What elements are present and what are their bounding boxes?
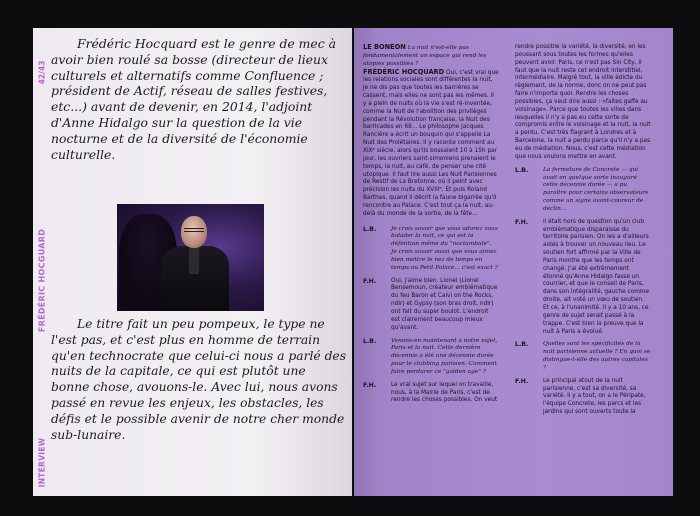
qa-item	[515, 341, 651, 372]
lead-question-text: La nuit n'est-elle pas fondamentalement un espace qui rend les utopies possibles ?	[363, 45, 487, 67]
lead-question-name: LE BONEON	[363, 43, 406, 51]
qa-item	[515, 378, 651, 417]
speaker-initials: F.H.	[363, 381, 377, 389]
speaker-initials: L.B.	[363, 225, 377, 233]
continued-answer: rendre possible la variété, la diversité, en les poussant sous toutes les formes qu'elles peuvent avoir. Paris, ce n'est pas Sin City, il faut que la nuit reste cet endroit interstitiel, intermédiaire. Malgré tout, la ville édicte du règlement, de la norme, donc on ne peut pas faire n'importe quoi. Rendre les choses possibles, ça veut dire aussi : «faites gaffe au voisinage». Parce que toutes les villes dans lesquelles il n'y a pas eu cette sorte de compromis entre le voisinage et la nuit, la nuit a perdu. C'est très flagrant à Londres et à Barcelone, la nuit a perdu parce qu'il n'y a pas eu de médiation. Nous, c'est cette médiation que nous voulons mettre en avant.	[515, 44, 651, 160]
qa-item	[363, 278, 499, 333]
answer-text: Il était hors de question qu'un club emblématique disparaisse du territoire parisien. On les a d'ailleurs aidés à trouver un nouveau lieu. Le soutien fort affirmé par la Ville de Paris montre que les temps ont changé. J'ai été extrêmement étonné qu'Anne Hidalgo fasse un courrier, et que le conseil de Paris, dans son intégralité, gauche comme droite, ait voté un vœu de soutien. Et ce, à l'unanimité. Il y a 10 ans, ce genre de sujet serait passé à la trappe. C'est bien la preuve que la nuit à Paris a évolué.	[543, 218, 650, 335]
byline-name: FRÉDÉRIC HOCGUARD	[37, 228, 47, 333]
qa-item	[515, 219, 651, 337]
answer-text: Le vrai sujet sur lequel on travaille, nous, à la Mairie de Paris, c'est de rendre les choses possibles. On veut	[391, 381, 498, 404]
column-b	[515, 44, 651, 422]
qa-item	[363, 382, 499, 406]
photo-head	[181, 216, 207, 248]
lead-exchange	[363, 44, 499, 219]
answer-text: Oui, j'aime bien. Lionel (Lionel Bensemoun, créateur emblématique du feu Baron et Calvi on the Rocks, ndlr) et Gypsy (son bras droit, ndlr) ont fait du super boulot. L'endroit est clairement beaucoup mieux qu'avant.	[391, 277, 498, 331]
question-text: Je crois savoir que vous adorez vous balader la nuit, ce qui est la définition même du "noctambule". Je crois savoir aussi que vous aimez bien mettre le nez de temps en temps au Petit Palace... c'est exact ?	[391, 225, 498, 271]
question-text: Quelles sont les spécificités de la nuit parisienne actuelle ? En quoi se distingue-t-elle des autres capitales ?	[543, 341, 651, 371]
intro-paragraph: Frédéric Hocquard est le genre de mec à avoir bien roulé sa bosse (directeur de lieux culturels et alternatifs comme Confluence ; président de Actif, réseau de salles festives, etc...) avant de devenir, en 2014, l'adjoint d'Anne Hidalgo sur la question de la vie nocturne et de la diversité de l'économie culturelle.	[51, 36, 337, 162]
speaker-initials: F.H.	[515, 218, 529, 226]
right-page	[354, 28, 673, 496]
qa-item	[363, 338, 499, 377]
page-numbers: 42/43	[37, 60, 47, 85]
outro-paragraph: Le titre fait un peu pompeux, le type ne l'est pas, et c'est plus en homme de terrain qu'en technocrate que celui-ci nous a parlé des nuits de la capitale, ce qui est plutôt une bonne chose, avouons-le. Avec lui, nous avons passé en revue les enjeux, les obstacles, les défis et le possible avenir de notre cher monde sub-lunaire.	[51, 317, 347, 442]
qa-item	[515, 167, 651, 214]
side-strip	[33, 28, 51, 496]
column-a	[363, 44, 499, 410]
speaker-initials: L.B.	[515, 341, 529, 349]
question-text: Venons-en maintenant à notre sujet, Paris et la nuit. Cette dernière décennie a été une décennie dorée pour le clubbing parisien. Comment faire perdurer ce "golden age" ?	[391, 337, 498, 375]
section-label: INTERVIEW	[37, 437, 47, 488]
lead-answer-text: Oui, c'est vrai que les relations sociales sont différentes la nuit, je ne dis pas que toutes les barrières se cassent, mais elles ne sont pas les mêmes. Il y a plein de nuits où la vie s'est ré-inventée, comme la Nuit de l'abolition des privilèges pendant la Révolution française, la Nuit des barricades en 68... Le philosophe Jacques Rancière a écrit un bouquin qui s'appelle La Nuit des Prolétaires. Il y raconte comment au XIXᵉ siècle, alors qu'ils bossaient 10 à 15h par jour, les ouvriers saint-simoniens prenaient le temps, la nuit, au café, de penser une cité utopique. Il faut lire aussi Les Nuit Parisiennes de Restif de La Bretonne, où il peint avec précision les nuits du XVIIIᵉ. Et puis Roland Barthes, quand il décrit la faune bigarrée qu'il rencontre au Palace. C'est tout ça la nuit, au-delà du monde de la sortie, de la fête...	[363, 69, 499, 217]
photo-glasses	[184, 228, 204, 232]
magazine-spread	[33, 28, 673, 496]
question-text: La fermeture de Concrete — qui avait en quelque sorte inauguré cette décennie dorée — a pu paraître pour certains observateurs comme un signe avant-coureur de déclin...	[543, 166, 649, 212]
speaker-initials: F.H.	[515, 377, 529, 385]
photo-shirt	[189, 248, 199, 274]
qa-item	[363, 226, 499, 273]
speaker-initials: L.B.	[363, 337, 377, 345]
speaker-initials: L.B.	[515, 166, 529, 174]
portrait-photo	[117, 204, 264, 311]
left-page	[33, 28, 352, 496]
answer-text: Le principal atout de la nuit parisienne, c'est sa diversité, sa variété. Il y a tout, on a le Péripate, l'équipe Concrete, les parcs et les jardins qui sont ouverts toute la	[543, 377, 646, 416]
lead-answer-name: FRÉDÉRIC HOCQUARD	[363, 67, 445, 76]
speaker-initials: F.H.	[363, 277, 377, 285]
